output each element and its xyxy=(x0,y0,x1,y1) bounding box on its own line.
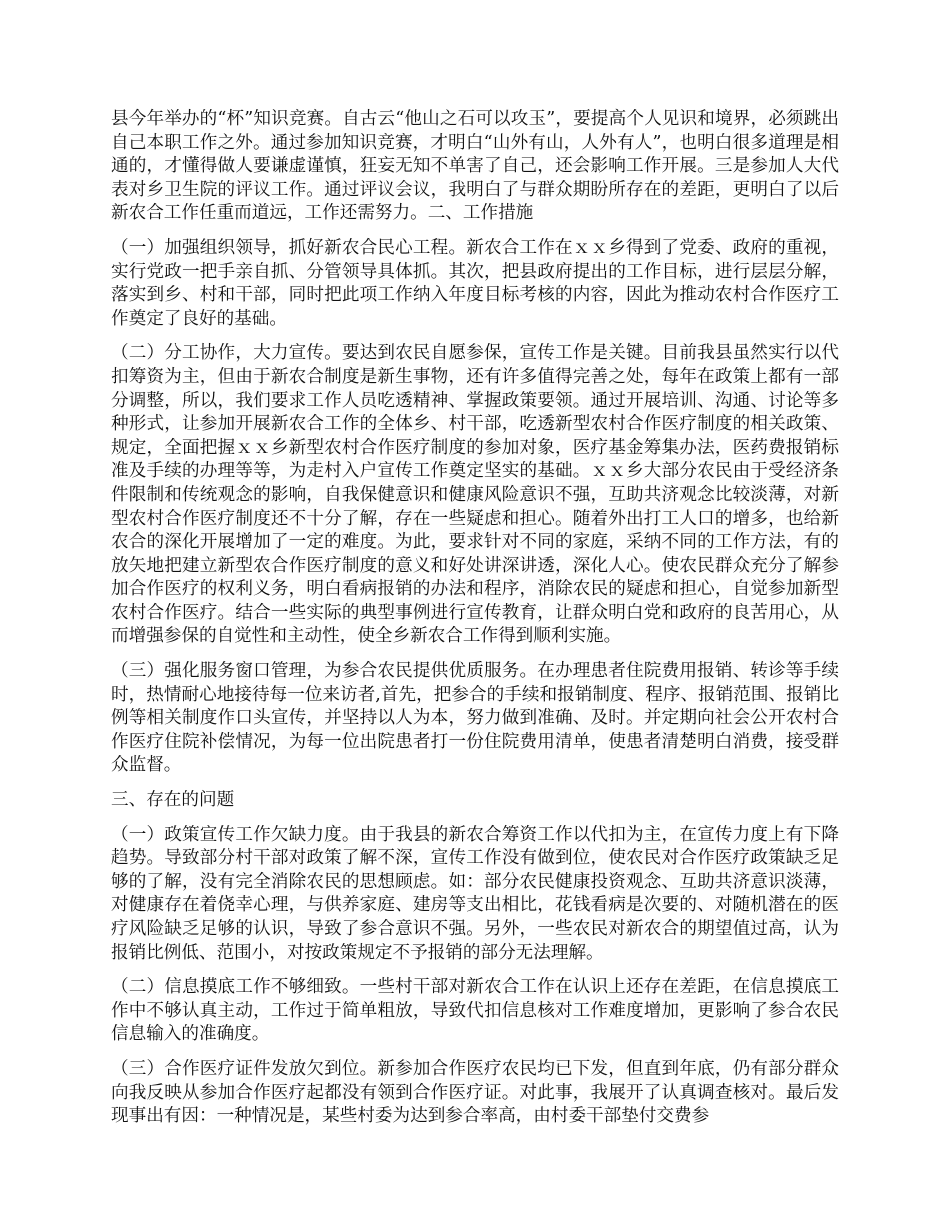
paragraph-3: （二）分工协作，大力宣传。要达到农民自愿参保，宣传工作是关键。目前我县虽然实行以代扣筹资为主，但由于新农合制度是新生事物，还有许多值得完善之处，每年在政策上都有一部分调整，所以，我们要求工作人员吃透精神、掌握政策要领。通过开展培训、沟通、讨论等多种形式，让参加开展新农合工作的全体乡、村干部，吃透新型农村合作医疗制度的相关政策、规定，全面把握ｘｘ乡新型农村合作医疗制度的参加对象，医疗基金筹集办法，医药费报销标准及手续的办理等等，为走村入户宣传工作奠定坚实的基础。ｘｘ乡大部分农民由于受经济条件限制和传统观念的影响，自我保健意识和健康风险意识不强，互助共济观念比较淡薄，对新型农村合作医疗制度还不十分了解，存在一些疑虑和担心。随着外出打工人口的增多，也给新农合的深化开展增加了一定的难度。为此，要求针对不同的家庭，采纳不同的工作方法，有的放矢地把建立新型农合作医疗制度的意义和好处讲深讲透，深化人心。使农民群众充分了解参加合作医疗的权利义务，明白看病报销的办法和程序，消除农民的疑虑和担心，自觉参加新型农村合作医疗。结合一些实际的典型事例进行宣传教育，让群众明白党和政府的良苦用心，从而增强参保的自觉性和主动性，使全乡新农合工作得到顺利实施。 xyxy=(111,343,839,647)
paragraph-4: （三）强化服务窗口管理，为参合农民提供优质服务。在办理患者住院费用报销、转诊等手续时，热情耐心地接待每一位来访者,首先，把参合的手续和报销制度、程序、报销范围、报销比例等相关制度作口头宣传，并坚持以人为本，努力做到准确、及时。并定期向社会公开农村合作医疗住院补偿情况，为每一位出院患者打一份住院费用清单，使患者清楚明白消费，接受群众监督。 xyxy=(111,661,839,776)
paragraph-6: （二）信息摸底工作不够细致。一些村干部对新农合工作在认识上还存在差距，在信息摸底工作中不够认真主动，工作过于简单粗放，导致代扣信息核对工作难度增加，更影响了参合农民信息输入的准确度。 xyxy=(111,977,839,1045)
paragraph-7: （三）合作医疗证件发放欠到位。新参加合作医疗农民均已下发，但直到年底，仍有部分群众向我反映从参加合作医疗起都没有领到合作医疗证。对此事，我展开了认真调查核对。最后发现事出有因：一种情况是，某些村委为达到参合率高，由村委干部垫付交费参 xyxy=(111,1058,839,1127)
section-heading: 三、存在的问题 xyxy=(111,790,235,811)
paragraph-5: （一）政策宣传工作欠缺力度。由于我县的新农合筹资工作以代扣为主，在宣传力度上有下降趋势。导致部分村干部对政策了解不深，宣传工作没有做到位，使农民对合作医疗政策缺乏足够的了解，没有完全消除农民的思想顾虑。如：部分农民健康投资观念、互助共济意识淡薄，对健康存在着侥幸心理，与供养家庭、建房等支出相比，花钱看病是次要的、对随机潜在的医疗风险缺乏足够的认识，导致了参合意识不强。另外，一些农民对新农合的期望值过高，认为报销比例低、范围小，对按政策规定不予报销的部分无法理解。 xyxy=(111,824,839,963)
paragraph-2: （一）加强组织领导，抓好新农合民心工程。新农合工作在ｘｘ乡得到了党委、政府的重视，实行党政一把手亲自抓、分管领导具体抓。其次，把县政府提出的工作目标，进行层层分解，落实到乡、村和干部，同时把此项工作纳入年度目标考核的内容，因此为推动农村合作医疗工作奠定了良好的基础。 xyxy=(111,237,839,329)
document-page xyxy=(111,108,839,1140)
paragraph-1: 县今年举办的“杯”知识竞赛。自古云“他山之石可以攻玉”，要提高个人见识和境界，必须跳出自己本职工作之外。通过参加知识竞赛，才明白“山外有山，人外有人”，也明白很多道理是相通的，才懂得做人要谦虚谨慎，狂妄无知不单害了自己，还会影响工作开展。三是参加人大代表对乡卫生院的评议工作。通过评议会议，我明白了与群众期盼所存在的差距，更明白了以后新农合工作任重而道远，工作还需努力。二、工作措施 xyxy=(111,109,839,224)
